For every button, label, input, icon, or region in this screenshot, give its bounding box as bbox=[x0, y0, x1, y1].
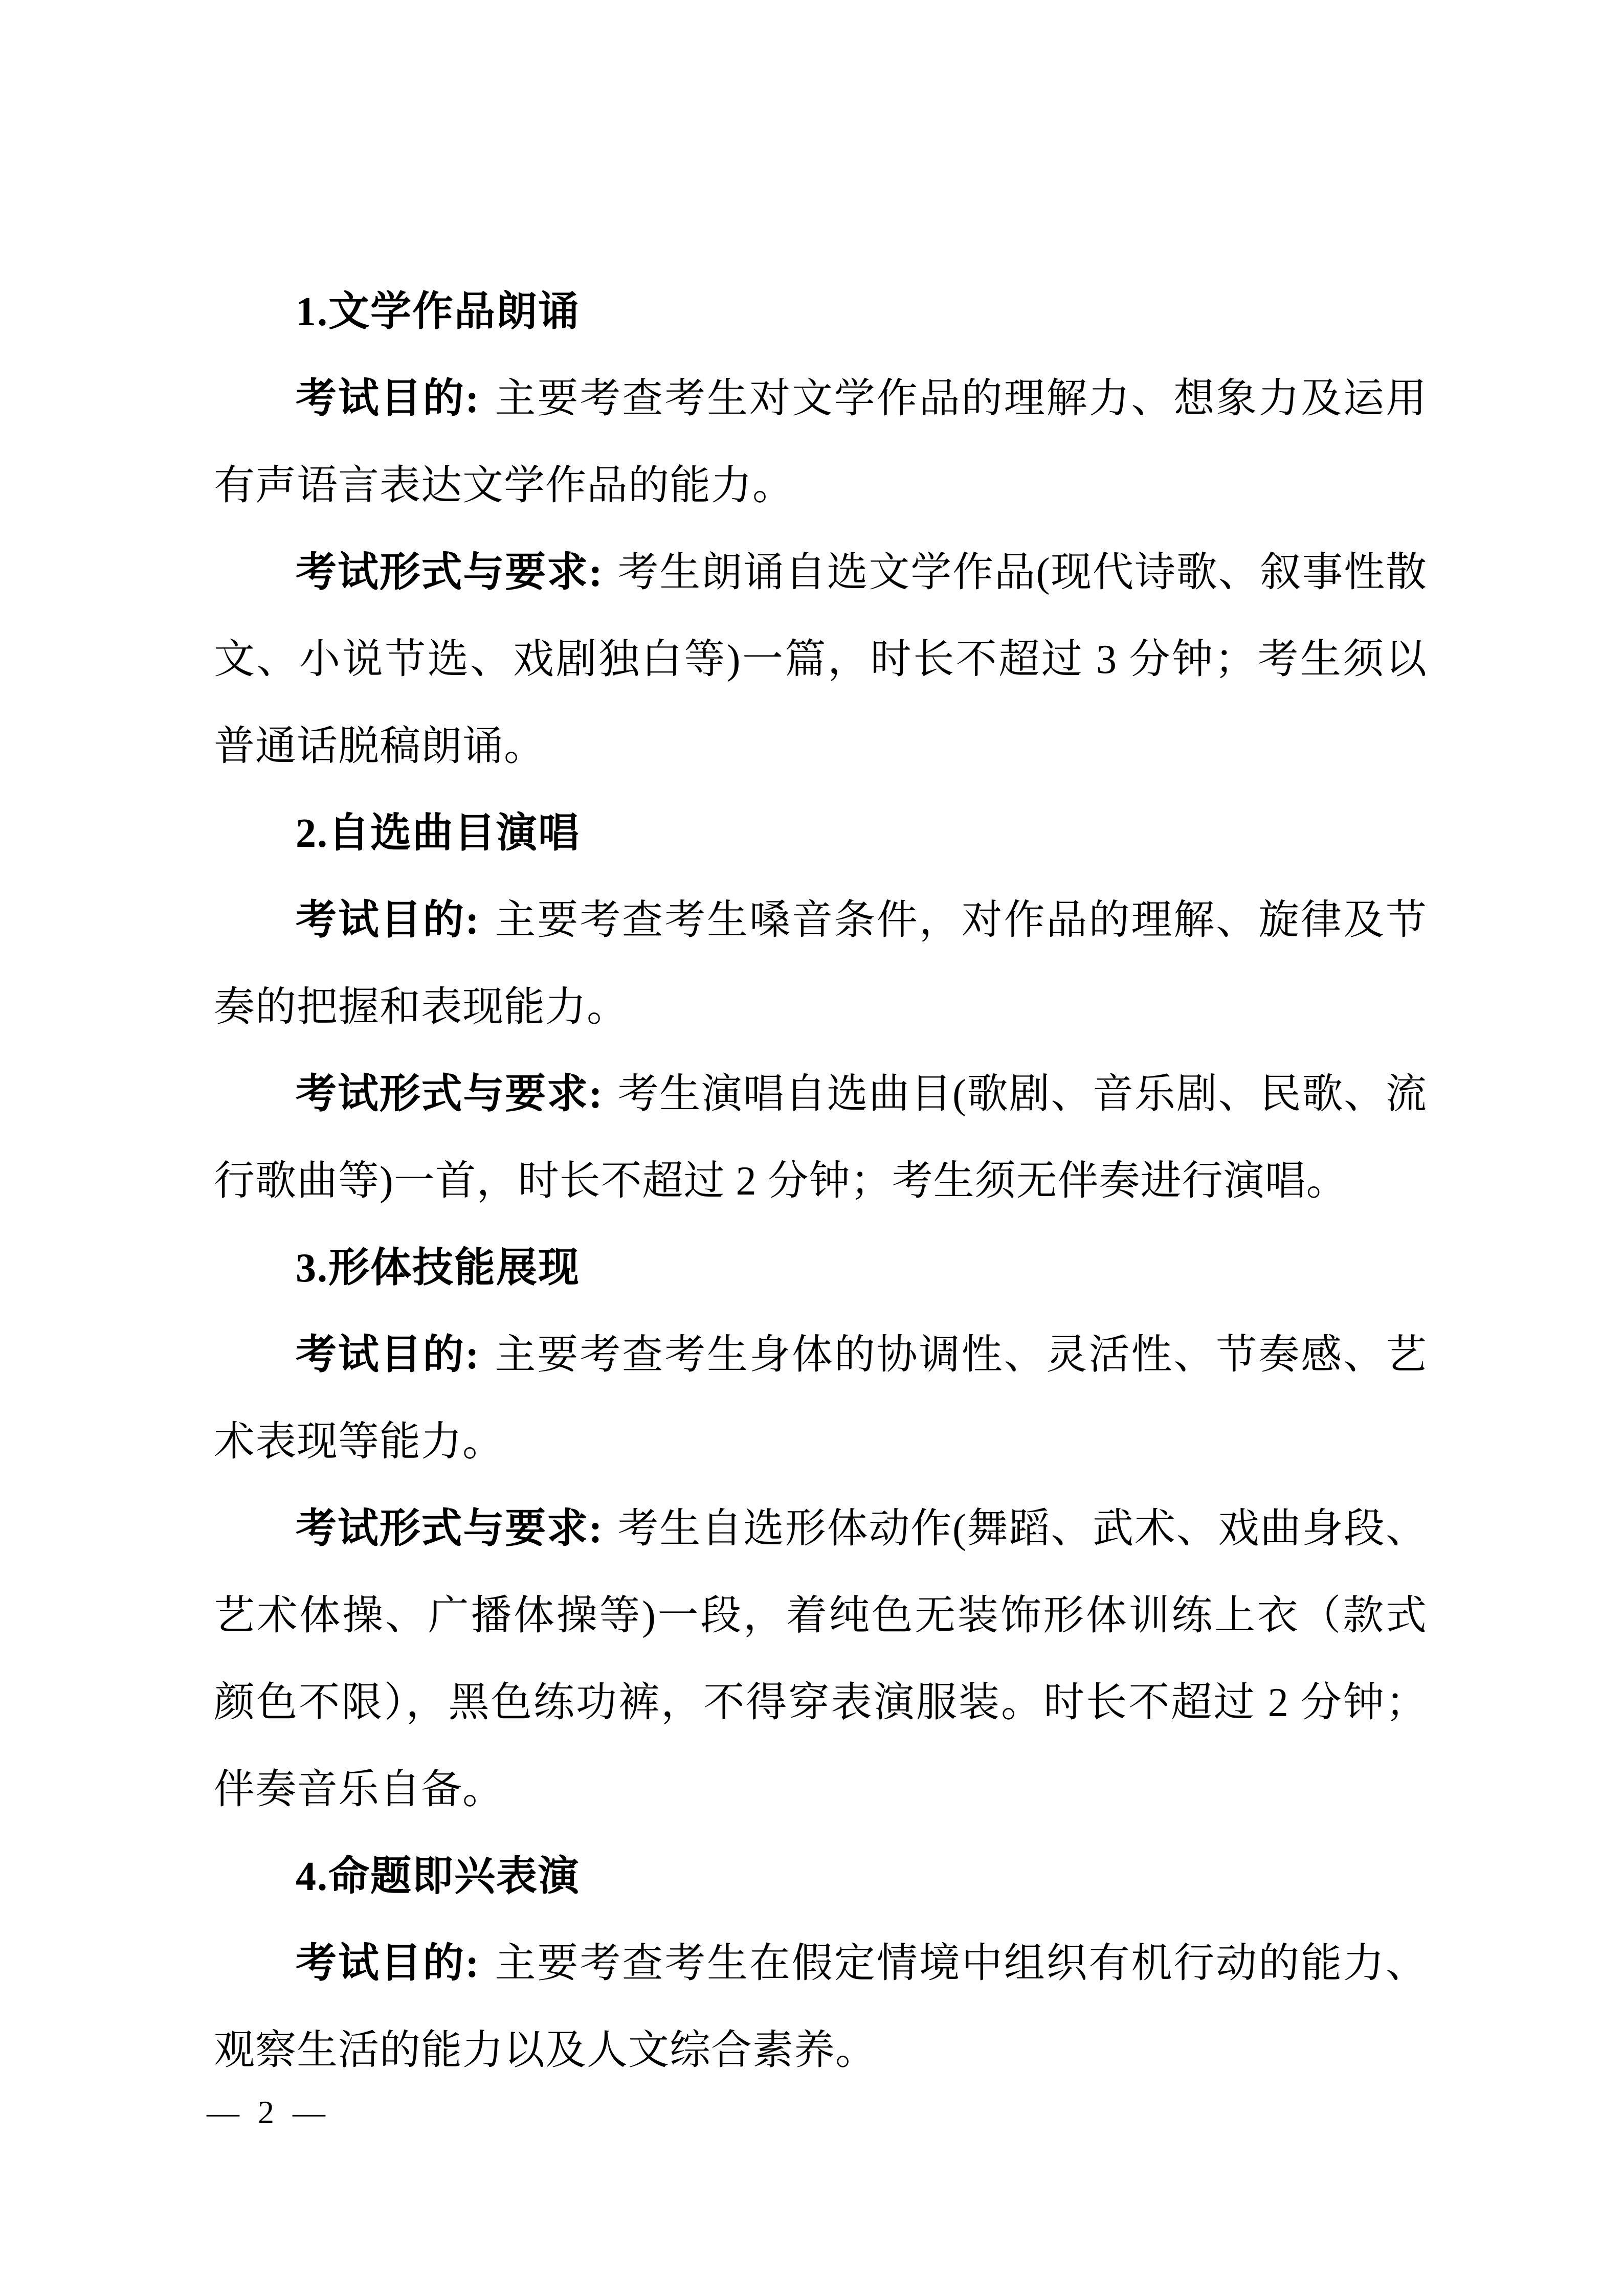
paragraph-label: 考试目的: bbox=[296, 1333, 480, 1378]
paragraph-text: 主要考查考生对文学作品的理解力、想象力及运用有声语言表达文学作品的能力。 bbox=[214, 376, 1428, 508]
paragraph-exam-purpose bbox=[214, 1312, 1427, 1485]
paragraph-exam-purpose bbox=[214, 877, 1427, 1051]
paragraph-text: 考生自选形体动作(舞蹈、武术、戏曲身段、艺术体操、广播体操等)一段，着纯色无装饰形体训练上衣（款式颜色不限），黑色练功裤，不得穿表演服装。时长不超过 2 分钟；伴奏音乐自备。 bbox=[214, 1506, 1427, 1812]
paragraph-exam-format bbox=[214, 1051, 1427, 1225]
paragraph-label: 考试目的: bbox=[296, 376, 480, 421]
section-physical-skills bbox=[214, 1225, 1427, 1833]
page-number: — 2 — bbox=[207, 2094, 330, 2130]
paragraph-label: 考试形式与要求: bbox=[296, 1506, 603, 1551]
section-heading: 4.命题即兴表演 bbox=[296, 1854, 580, 1899]
paragraph-text: 主要考查考生嗓音条件，对作品的理解、旋律及节奏的把握和表现能力。 bbox=[214, 898, 1428, 1030]
section-literary-recitation bbox=[214, 268, 1427, 790]
section-heading: 3.形体技能展现 bbox=[296, 1246, 580, 1291]
paragraph-exam-purpose bbox=[214, 1920, 1427, 2094]
section-heading: 2.自选曲目演唱 bbox=[296, 811, 580, 856]
paragraph-text: 考生演唱自选曲目(歌剧、音乐剧、民歌、流行歌曲等)一首，时长不超过 2 分钟；考生须无伴奏进行演唱。 bbox=[214, 1072, 1427, 1204]
paragraph-text: 考生朗诵自选文学作品(现代诗歌、叙事性散文、小说节选、戏剧独白等)一篇，时长不超过 3 分钟；考生须以普通话脱稿朗诵。 bbox=[214, 550, 1427, 769]
paragraph-exam-purpose bbox=[214, 355, 1427, 529]
section-improvised-performance bbox=[214, 1833, 1427, 2094]
section-heading: 1.文学作品朗诵 bbox=[296, 289, 580, 334]
paragraph-text: 主要考查考生在假定情境中组织有机行动的能力、观察生活的能力以及人文综合素养。 bbox=[214, 1941, 1428, 2073]
paragraph-label: 考试形式与要求: bbox=[296, 550, 603, 595]
paragraph-exam-format bbox=[214, 1485, 1427, 1833]
section-song-performance bbox=[214, 790, 1427, 1225]
document-body bbox=[214, 268, 1427, 2094]
paragraph-label: 考试目的: bbox=[296, 1941, 480, 1986]
paragraph-label: 考试形式与要求: bbox=[296, 1072, 603, 1117]
paragraph-text: 主要考查考生身体的协调性、灵活性、节奏感、艺术表现等能力。 bbox=[214, 1333, 1428, 1465]
paragraph-exam-format bbox=[214, 529, 1427, 790]
paragraph-label: 考试目的: bbox=[296, 898, 480, 943]
